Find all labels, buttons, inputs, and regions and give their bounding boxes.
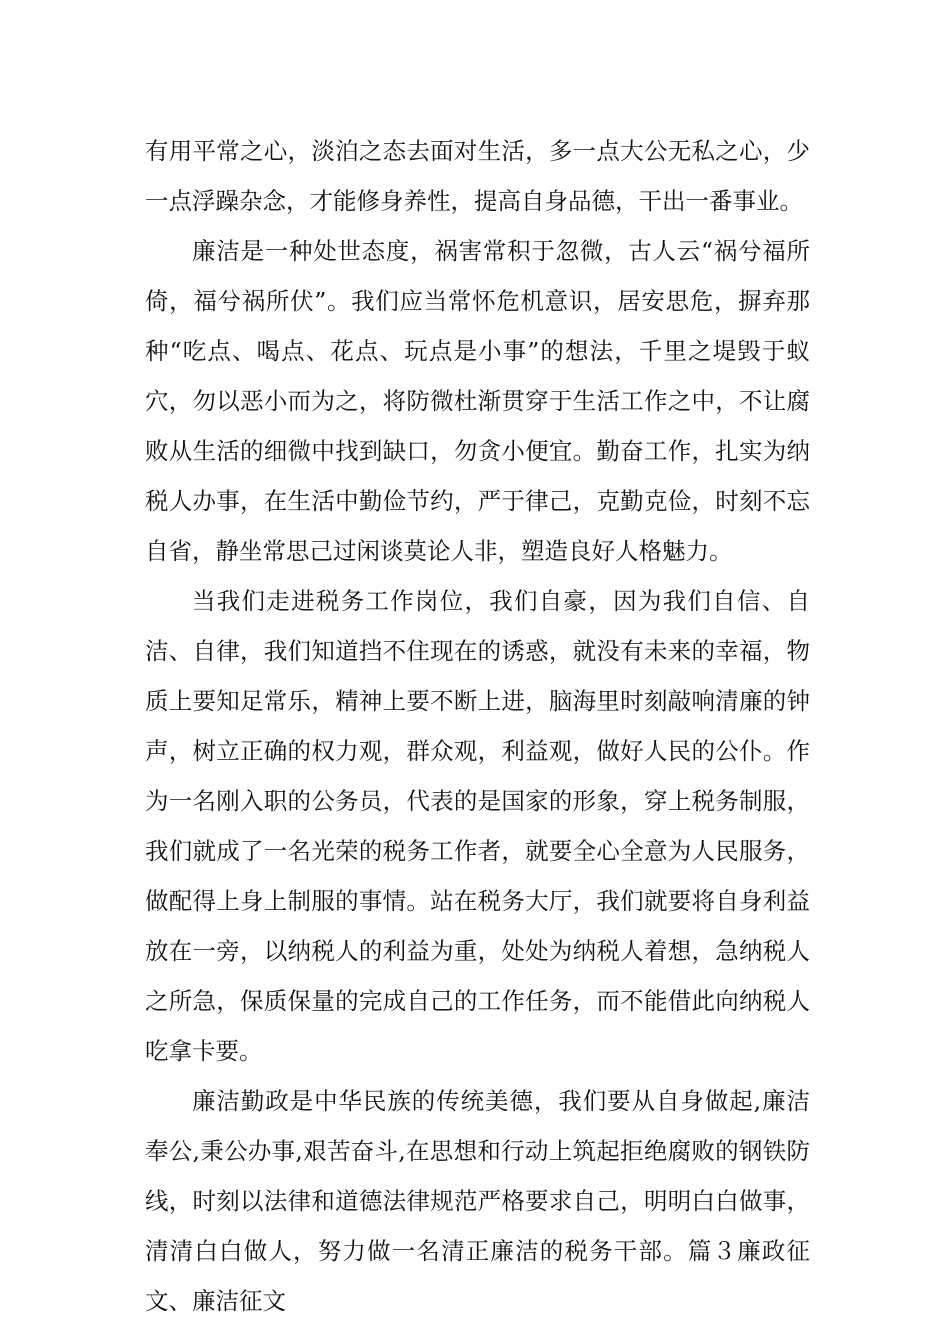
paragraph-3: 当我们走进税务工作岗位，我们自豪，因为我们自信、自洁、自律，我们知道挡不住现在的诱惑，就没有未来的幸福，物质上要知足常乐，精神上要不断上进，脑海里时刻敲响清廉的钟声，树立正确的权力观，群众观，利益观，做好人民的公仆。作为一名刚入职的公务员，代表的是国家的形象，穿上税务制服，我们就成了一名光荣的税务工作者，就要全心全意为人民服务，做配得上身上制服的事情。站在税务大厅，我们就要将自身利益放在一旁，以纳税人的利益为重，处处为纳税人着想，急纳税人之所急，保质保量的完成自己的工作任务，而不能借此向纳税人吃拿卡要。 bbox=[145, 587, 810, 1065]
paragraph-4: 廉洁勤政是中华民族的传统美德，我们要从自身做起,廉洁奉公,秉公办事,艰苦奋斗,在思想和行动上筑起拒绝腐败的钢铁防线，时刻以法律和道德法律规范严格要求自己，明明白白做事，清清白白做人，努力做一名清正廉洁的税务干部。篇３廉政征文、廉洁征文 bbox=[145, 1087, 810, 1315]
paragraph-2: 廉洁是一种处世态度，祸害常积于忽微，古人云“祸兮福所倚，福兮祸所伏”。我们应当常怀危机意识，居安思危，摒弃那种“吃点、喝点、花点、玩点是小事”的想法，千里之堤毁于蚁穴，勿以恶小而为之，将防微杜渐贯穿于生活工作之中，不让腐败从生活的细微中找到缺口，勿贪小便宜。勤奋工作，扎实为纳税人办事，在生活中勤俭节约，严于律己，克勤克俭，时刻不忘自省，静坐常思己过闲谈莫论人非，塑造良好人格魅力。 bbox=[145, 237, 810, 565]
document-body bbox=[145, 126, 810, 1326]
paragraph-1: 有用平常之心，淡泊之态去面对生活，多一点大公无私之心，少一点浮躁杂念，才能修身养性，提高自身品德，干出一番事业。 bbox=[145, 137, 810, 215]
